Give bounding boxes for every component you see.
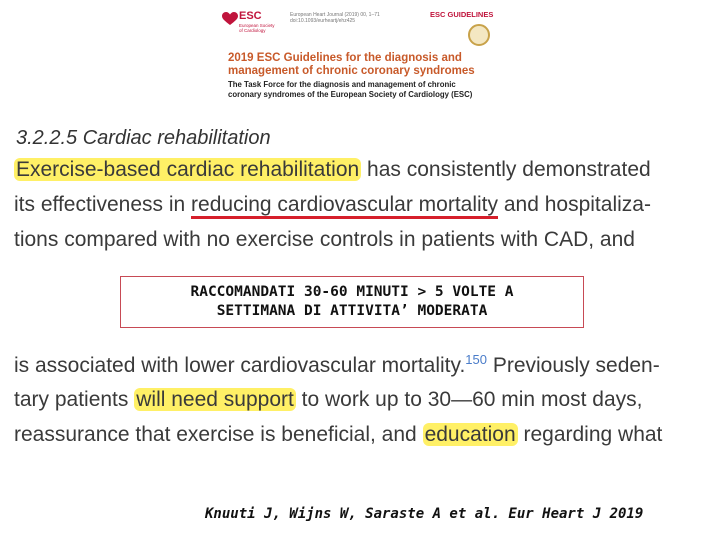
line-4-pre: is associated with lower cardiovascular mortality. xyxy=(14,354,466,377)
logo-subtext: European Society of Cardiology xyxy=(239,23,275,33)
text-line-4 xyxy=(14,352,660,378)
text-line-5 xyxy=(14,388,642,412)
document-title xyxy=(228,52,508,78)
highlight-education: education xyxy=(424,423,516,446)
line-2-post: and hospitaliza- xyxy=(498,193,651,216)
callout-line-2: SETTIMANA DI ATTIVITA’ MODERATA xyxy=(216,303,488,319)
document-subtitle xyxy=(228,80,498,99)
line-5-post: to work up to 30—60 min most days, xyxy=(295,388,643,411)
line-6-post: regarding what xyxy=(517,423,663,446)
text-line-2 xyxy=(14,193,651,217)
highlight-exercise-rehab: Exercise-based cardiac rehabilitation xyxy=(16,158,360,181)
citation: Knuuti J, Wijns W, Saraste A et al. Eur Heart J 2019 xyxy=(205,506,644,522)
section-heading: 3.2.2.5 Cardiac rehabilitation xyxy=(16,127,271,149)
reference-number: 150 xyxy=(465,352,487,367)
callout-line-1: RACCOMANDATI 30-60 MINUTI > 5 VOLTE A xyxy=(190,284,514,300)
guidelines-label: ESC GUIDELINES xyxy=(430,10,494,19)
line-5-pre: tary patients xyxy=(14,388,135,411)
heart-icon xyxy=(222,12,238,26)
highlight-support: will need support xyxy=(136,388,294,411)
text-line-3: tions compared with no exercise controls in patients with CAD, and xyxy=(14,228,635,251)
line-4-post: Previously seden- xyxy=(486,354,660,377)
journal-reference: European Heart Journal (2019) 00, 1–71 doi:10.1093/eurheartj/ehz425 xyxy=(290,12,380,24)
recommendation-callout xyxy=(120,276,584,328)
text-line-1 xyxy=(14,158,651,182)
seal-icon xyxy=(468,24,490,46)
line-1-rest: has consistently demonstrated xyxy=(361,158,651,181)
line-2-pre: its effectiveness in xyxy=(14,193,192,216)
logo-text: ESC xyxy=(239,10,262,22)
line-6-pre: reassurance that exercise is beneficial, and xyxy=(14,423,423,446)
title-line-1: 2019 ESC Guidelines for the diagnosis and xyxy=(228,52,462,64)
underlined-mortality: reducing cardiovascular mortality xyxy=(191,193,498,219)
title-line-2: management of chronic coronary syndromes xyxy=(228,65,475,77)
subtitle-line-2: coronary syndromes of the European Society of Cardiology (ESC) xyxy=(228,89,473,99)
text-line-6 xyxy=(14,423,662,447)
esc-logo xyxy=(222,10,282,46)
subtitle-line-1: The Task Force for the diagnosis and management of chronic xyxy=(228,80,456,89)
